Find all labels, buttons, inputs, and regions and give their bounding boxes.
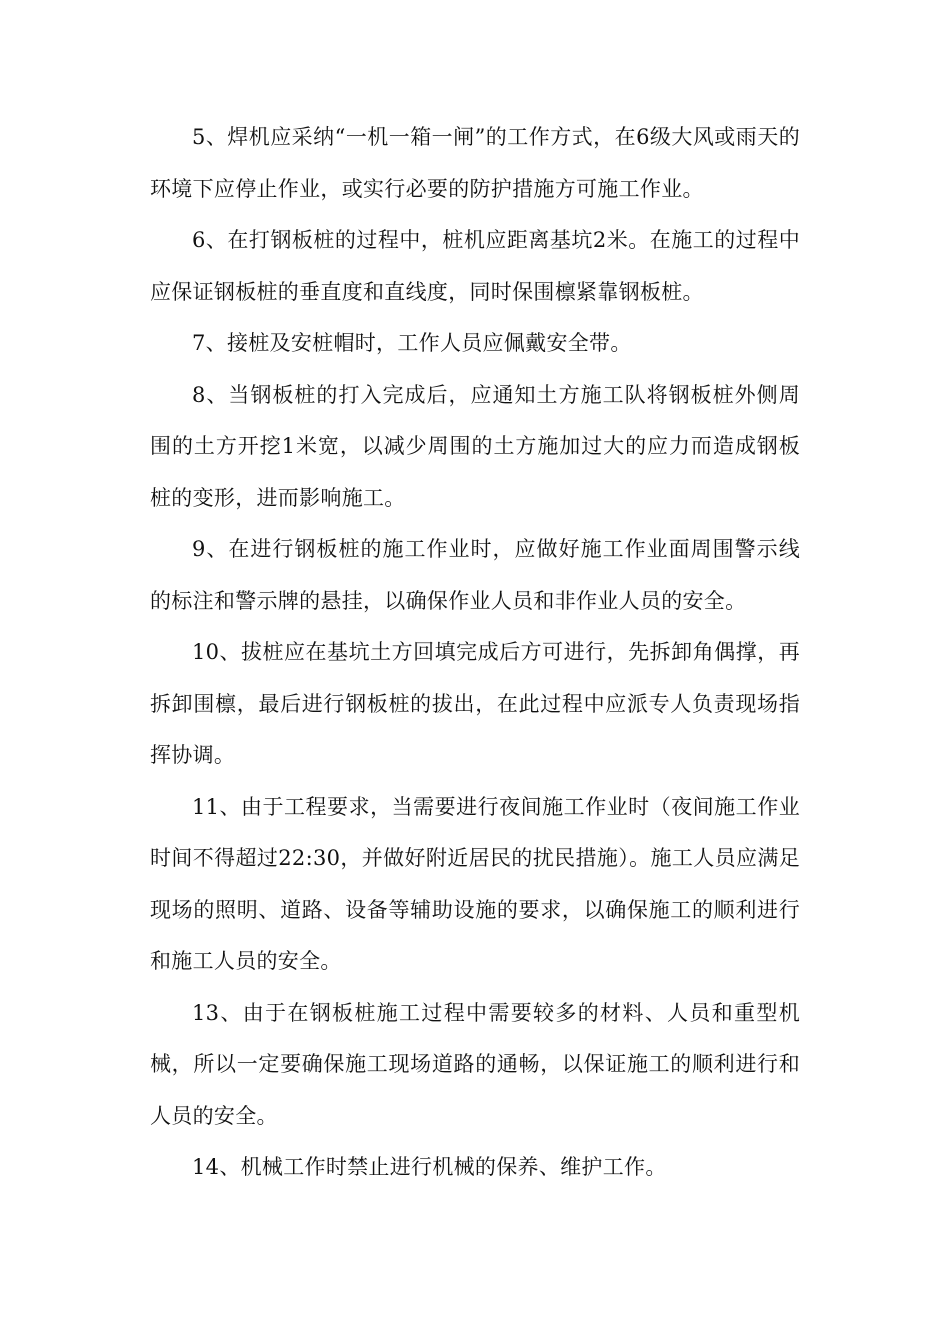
document-body xyxy=(150,112,800,1194)
paragraph-item-14: 14、机械工作时禁止进行机械的保养、维护工作。 xyxy=(192,1155,667,1179)
paragraph-item-10: 10、拔桩应在基坑土方回填完成后方可进行，先拆卸角偶撑，再拆卸围檩，最后进行钢板桩的拔出，在此过程中应派专人负责现场指挥协调。 xyxy=(150,640,800,767)
paragraph-item-6: 6、在打钢板桩的过程中，桩机应距离基坑2米。在施工的过程中应保证钢板桩的垂直度和直线度，同时保围檩紧靠钢板桩。 xyxy=(150,228,800,304)
paragraph-item-13: 13、由于在钢板桩施工过程中需要较多的材料、人员和重型机械，所以一定要确保施工现场道路的通畅，以保证施工的顺利进行和人员的安全。 xyxy=(150,1000,800,1128)
paragraph-item-8: 8、当钢板桩的打入完成后，应通知土方施工队将钢板桩外侧周围的土方开挖1米宽，以减少周围的土方施加过大的应力而造成钢板桩的变形，进而影响施工。 xyxy=(150,382,800,510)
paragraph-item-5: 5、焊机应采纳“一机一箱一闸”的工作方式，在6级大风或雨天的环境下应停止作业，或实行必要的防护措施方可施工作业。 xyxy=(150,125,800,201)
paragraph-item-11: 11、由于工程要求，当需要进行夜间施工作业时（夜间施工作业时间不得超过22:30，并做好附近居民的扰民措施）。施工人员应满足现场的照明、道路、设备等辅助设施的要求，以确保施工的顺利进行和施工人员的安全。 xyxy=(150,794,800,973)
paragraph-item-9: 9、在进行钢板桩的施工作业时，应做好施工作业面周围警示线的标注和警示牌的悬挂，以确保作业人员和非作业人员的安全。 xyxy=(150,537,800,613)
paragraph-item-7: 7、接桩及安桩帽时，工作人员应佩戴安全带。 xyxy=(192,331,632,355)
